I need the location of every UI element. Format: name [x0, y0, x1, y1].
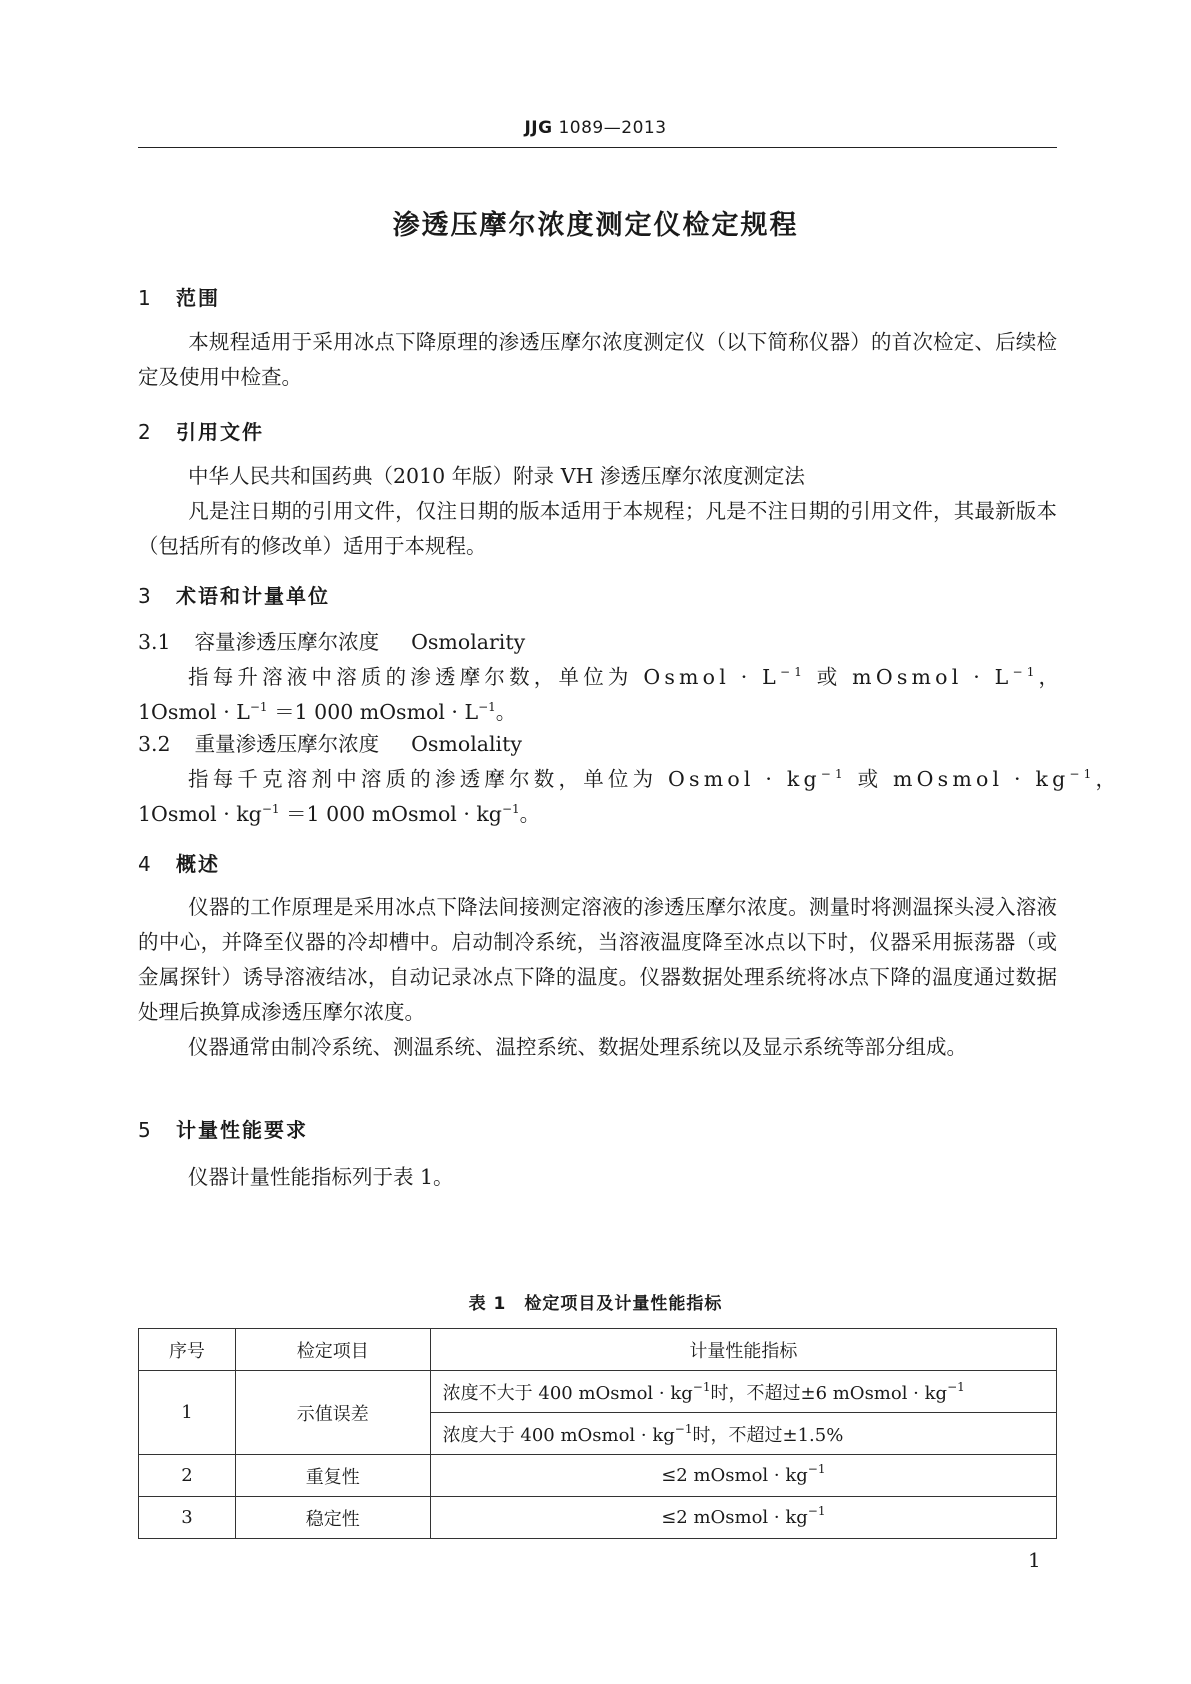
term-chinese-name: 重量渗透压摩尔浓度 — [194, 732, 380, 756]
performance-text: 仪器计量性能指标列于表 1。 — [188, 1165, 454, 1189]
section-title: 术语和计量单位 — [176, 584, 330, 608]
term-3-1-definition-line-2 — [138, 695, 1057, 730]
table-header-cell: 序号 — [139, 1329, 236, 1371]
term-number: 3.2 — [138, 732, 171, 756]
document-title: 渗透压摩尔浓度测定仪检定规程 — [392, 210, 799, 241]
spec-text: ≤2 mOsmol · kg — [661, 1507, 808, 1528]
definition-text: ， — [1095, 767, 1121, 791]
spec-text: 时，不超过±6 mOsmol · kg — [710, 1382, 948, 1404]
page-number: 1 — [1028, 1548, 1041, 1572]
overview-paragraph-1 — [138, 890, 1057, 1030]
term-3-1-definition-line-1 — [138, 660, 1064, 695]
table-cell-spec — [430, 1497, 1056, 1539]
superscript: −1 — [807, 1504, 826, 1518]
reference-note-text: 凡是注日期的引用文件，仅注日期的版本适用于本规程；凡是不注日期的引用文件，其最新版本（包括所有的修改单）适用于本规程。 — [138, 499, 1057, 558]
section-3-heading — [138, 580, 330, 609]
section-title: 概述 — [176, 852, 220, 876]
reference-paragraph-2 — [138, 494, 1057, 564]
table-row — [139, 1371, 1057, 1413]
superscript: −1 — [249, 700, 268, 714]
definition-text: 1Osmol · kg — [138, 802, 262, 826]
superscript: −1 — [779, 665, 807, 679]
section-number: 4 — [138, 852, 153, 876]
spec-text: 浓度大于 400 mOsmol · kg — [442, 1424, 675, 1446]
table-header-cell: 计量性能指标 — [430, 1329, 1056, 1371]
superscript: −1 — [692, 1379, 711, 1394]
table-cell-no: 1 — [139, 1371, 236, 1455]
table-header-cell: 检定项目 — [235, 1329, 430, 1371]
reference-line-1 — [138, 459, 1057, 494]
performance-table — [138, 1328, 1057, 1539]
superscript: −1 — [478, 700, 496, 714]
definition-text: ＝1 000 mOsmol · kg — [279, 802, 502, 826]
table-cell-item: 稳定性 — [235, 1497, 430, 1539]
term-3-2-heading — [138, 727, 522, 762]
table-cell-spec — [430, 1371, 1056, 1413]
definition-text: 或 mOsmol · L — [806, 665, 1013, 689]
spec-text: ≤2 mOsmol · kg — [661, 1465, 808, 1486]
table-cell-no: 3 — [139, 1497, 236, 1539]
table-cell-item: 重复性 — [235, 1455, 430, 1497]
superscript: −1 — [501, 802, 520, 816]
section-4-heading — [138, 848, 220, 877]
section-2-heading — [138, 416, 264, 445]
superscript: −1 — [820, 767, 847, 781]
spec-text: 时，不超过±1.5% — [692, 1424, 844, 1446]
spec-text: 浓度不大于 400 mOsmol · kg — [442, 1382, 693, 1404]
scope-paragraph — [138, 325, 1057, 395]
definition-text: ＝1 000 mOsmol · L — [267, 700, 479, 724]
overview-text: 仪器的工作原理是采用冰点下降法间接测定溶液的渗透压摩尔浓度。测量时将测温探头浸入溶液的中心，并降至仪器的冷却槽中。启动制冷系统，当溶液温度降至冰点以下时，仪器采用振荡器（或金属探针）诱导溶液结冰，自动记录冰点下降的温度。仪器数据处理系统将冰点下降的温度通过数据处理后换算成渗透压摩尔浓度。 — [138, 895, 1057, 1024]
table-cell-spec — [430, 1413, 1056, 1455]
definition-text: 。 — [519, 802, 541, 826]
standard-code-prefix: JJG — [524, 118, 553, 138]
section-number: 5 — [138, 1118, 153, 1142]
term-3-2-definition-line-2 — [138, 797, 1057, 832]
standard-code-number: 1089—2013 — [558, 118, 667, 138]
standard-code — [0, 118, 1191, 138]
table-cell-spec — [430, 1455, 1056, 1497]
term-3-2-definition-line-1 — [138, 762, 1121, 797]
definition-text: 或 mOsmol · kg — [846, 767, 1070, 791]
section-5-heading — [138, 1114, 308, 1143]
overview-paragraph-2 — [138, 1030, 1057, 1065]
overview-text: 仪器通常由制冷系统、测温系统、温控系统、数据处理系统以及显示系统等部分组成。 — [188, 1035, 967, 1059]
superscript: −1 — [1012, 665, 1039, 679]
definition-text: 1Osmol · L — [138, 700, 250, 724]
table-header-row — [139, 1329, 1057, 1371]
scope-text: 本规程适用于采用冰点下降原理的渗透压摩尔浓度测定仪（以下简称仪器）的首次检定、后续检定及使用中检查。 — [138, 330, 1057, 389]
term-english-name: Osmolarity — [411, 630, 526, 654]
table-row — [139, 1455, 1057, 1497]
section-number: 2 — [138, 420, 153, 444]
term-english-name: Osmolality — [411, 732, 522, 756]
performance-paragraph — [138, 1160, 1057, 1195]
table-cell-no: 2 — [139, 1455, 236, 1497]
superscript: −1 — [947, 1379, 965, 1394]
section-title: 范围 — [176, 286, 220, 310]
section-title: 引用文件 — [176, 420, 264, 444]
superscript: −1 — [674, 1421, 693, 1436]
section-number: 1 — [138, 286, 153, 310]
definition-text: 。 — [495, 700, 517, 724]
definition-text: ， — [1038, 665, 1064, 689]
reference-text: 中华人民共和国药典（2010 年版）附录 VH 渗透压摩尔浓度测定法 — [188, 464, 805, 488]
section-number: 3 — [138, 584, 153, 608]
section-title: 计量性能要求 — [176, 1118, 308, 1142]
table-cell-item: 示值误差 — [235, 1371, 430, 1455]
table-row — [139, 1497, 1057, 1539]
definition-text: 指每升溶液中溶质的渗透摩尔数，单位为 Osmol · L — [188, 665, 780, 689]
superscript: −1 — [261, 802, 280, 816]
superscript: −1 — [1069, 767, 1096, 781]
term-chinese-name: 容量渗透压摩尔浓度 — [194, 630, 380, 654]
term-3-1-heading — [138, 625, 525, 660]
definition-text: 指每千克溶剂中溶质的渗透摩尔数，单位为 Osmol · kg — [188, 767, 821, 791]
section-1-heading — [138, 282, 220, 311]
table-title: 表 1 检定项目及计量性能指标 — [468, 1294, 723, 1314]
term-number: 3.1 — [138, 630, 171, 654]
header-rule — [138, 147, 1057, 148]
superscript: −1 — [807, 1462, 826, 1476]
